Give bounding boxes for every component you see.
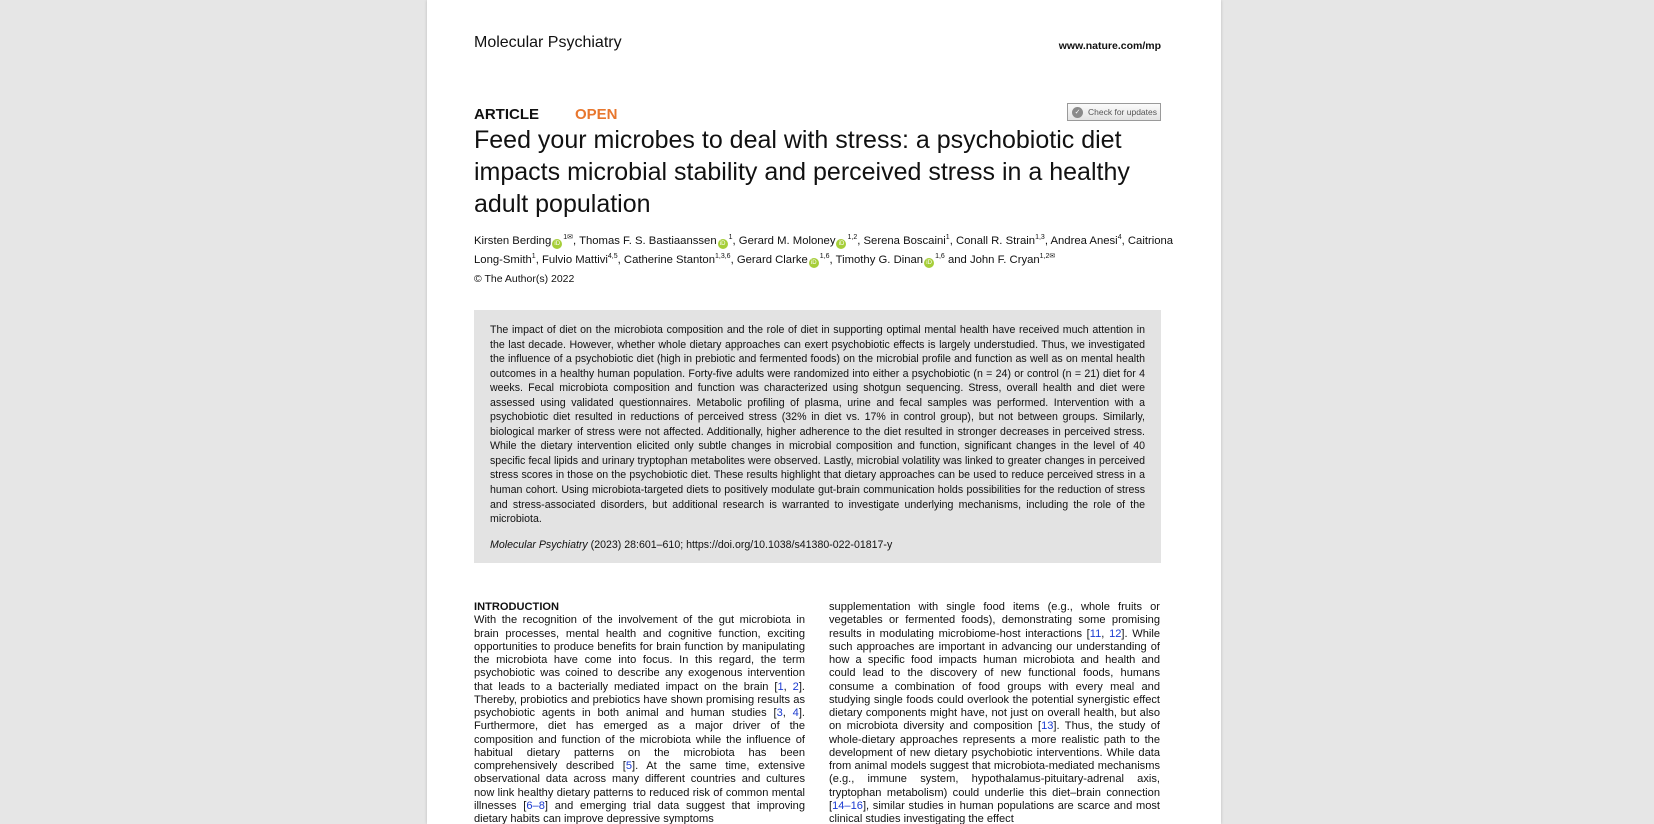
article-title: Feed your microbes to deal with stress: a psychobiotic diet impacts microbial stability and perceived stress in a healthy adult population [474, 126, 1130, 218]
orcid-icon[interactable]: iD [924, 258, 934, 268]
author[interactable] [474, 235, 573, 247]
affiliation-marker: 1,3,6 [714, 252, 731, 260]
reference-link[interactable]: 13 [1041, 720, 1054, 733]
orcid-icon[interactable]: iD [552, 239, 562, 249]
author[interactable] [956, 235, 1045, 247]
article-type: ARTICLE [474, 106, 539, 123]
reference-link[interactable]: 6–8 [526, 799, 545, 812]
author[interactable] [624, 254, 731, 266]
orcid-icon[interactable]: iD [809, 258, 819, 268]
affiliation-marker: 1,6 [935, 252, 945, 260]
author-name: Caitriona Long-Smith [474, 234, 1174, 266]
author-name: Catherine Stanton [623, 253, 715, 266]
author-name: Andrea Anesi [1050, 234, 1118, 247]
affiliation-marker: 4 [1117, 234, 1122, 241]
section-heading: INTRODUCTION [474, 601, 560, 613]
author-name: Fulvio Mattivi [541, 253, 608, 266]
reference-link[interactable]: 11 [1089, 627, 1102, 640]
reference-link[interactable]: 2 [792, 680, 799, 693]
reference-link[interactable]: 4 [792, 707, 799, 719]
affiliation-marker: 1,2✉ [1039, 252, 1056, 260]
orcid-icon[interactable]: iD [836, 239, 846, 249]
reference-link[interactable]: 14–16 [832, 799, 863, 812]
intro-left-column [474, 601, 805, 824]
article-page [427, 0, 1221, 824]
author[interactable] [542, 254, 618, 266]
bookmark-icon: ✓ [1072, 107, 1083, 118]
reference-link[interactable]: 5 [625, 760, 632, 772]
reference-link[interactable]: 12 [1109, 627, 1122, 640]
open-access-badge: OPEN [575, 106, 618, 123]
author[interactable] [864, 235, 950, 247]
check-for-updates-label: Check for updates [1088, 107, 1157, 117]
intro-right-text: supplementation with single food items (e.g., whole fruits or vegetables or fermented foods), demonstrating some promising results in modulating microbiome-host interactions [11, 12]. While such approaches are important in advancing our understanding of how a specific food impacts human microbiota and health and could lead to the discovery of new functional foods, humans consume a combination of food groups with every meal and studying single foods could overlook the potential synergistic effect dietary components might have, not just on overall health, but also on microbiota diversity and composition [13]. Thus, the study of whole-dietary approaches represents a more realistic path to the development of new dietary psychobiotic interventions. While data from animal models suggest that microbiota-mediated mechanisms (e.g., immune system, hypothalamus-pituitary-adrenal axis, tryptophan metabolism) could underlie this diet–brain connection [14–16], similar studies in human populations are scarce and most clinical studies investigating the effect [829, 601, 1160, 824]
author[interactable] [970, 254, 1055, 266]
author-name: John F. Cryan [969, 253, 1040, 266]
author[interactable] [836, 254, 945, 266]
reference-link[interactable]: 3 [776, 707, 783, 719]
author-name: Kirsten Berding [474, 234, 552, 247]
orcid-icon[interactable]: iD [718, 239, 728, 249]
affiliation-marker: 1,6 [819, 252, 830, 260]
journal-name: Molecular Psychiatry [474, 34, 622, 51]
copyright-notice: © The Author(s) 2022 [474, 273, 575, 285]
author-list: Kirsten Berding $iD^{1✉}$, Thomas F. S. Bastiaanssen $iD^1$, Gerard M. Moloney iD$^{1,2}$, Serena Boscaini$^1$, Conall R. Strain$^{1,3}$, Andrea Anesi$^4$, Caitriona Long-Smith$^1$, Fulvio Mattivi$^{4,5}$, Catherine Stanton$^{1,3,6}$, Gerard Clarke iD$^{1,6}$, Timothy G. Dinan iD$^{1,6}$ and John F. Cryan$^{1,2✉}$ [474, 234, 1174, 266]
journal-site-link[interactable]: www.nature.com/mp [1058, 40, 1161, 52]
author-name: Serena Boscaini [863, 234, 946, 247]
affiliation-marker: 1 [945, 234, 950, 241]
affiliation-marker: 1✉ [563, 234, 574, 241]
affiliation-marker: 1,3 [1035, 234, 1045, 241]
article-type-row [474, 106, 618, 123]
affiliation-marker: 1,2 [847, 234, 858, 241]
citation-journal: Molecular Psychiatry [490, 538, 588, 551]
author-name: Thomas F. S. Bastiaanssen [579, 234, 717, 247]
author[interactable] [579, 235, 732, 247]
affiliation-marker: 4,5 [607, 252, 618, 260]
intro-left-text: With the recognition of the involvement of the gut microbiota in brain processes, mental health and cognitive function, exciting opportunities to produce benefits for brain function by manipulating the microbiota have come into focus. In this regard, the term psychobiotic was coined to describe any exogenous intervention that leads to a bacterially mediated impact on the brain [1, 2]. Thereby, probiotics and prebiotics have shown promising results as psychobiotic agents in both animal and human studies [3, 4]. Furthermore, diet has emerged as a major driver of the composition and function of the microbiota while the influence of habitual dietary patterns on the microbiota has been comprehensively described [5]. At the same time, extensive observational data across many different countries and cultures now link healthy dietary patterns to reduced risk of common mental illnesses [6–8] and emerging trial data suggest that improving dietary habits can improve depressive symptoms [474, 614, 805, 824]
author-name: Conall R. Strain [955, 234, 1036, 247]
author[interactable] [739, 235, 857, 247]
affiliation-marker: 1 [728, 234, 733, 241]
author-name: Gerard Clarke [736, 253, 808, 266]
author-name: Gerard M. Moloney [738, 234, 836, 247]
author[interactable] [1050, 235, 1121, 247]
author-name: Timothy G. Dinan [835, 253, 924, 266]
abstract-text: The impact of diet on the microbiota composition and the role of diet in supporting optimal mental health have received much attention in the last decade. However, whether whole dietary approaches can exert psychobiotic effects is largely understudied. Thus, we investigated the influence of a psychobiotic diet (high in prebiotic and fermented foods) on the microbial profile and function as well as on mental health outcomes in a healthy human population. Forty-five adults were randomized into either a psychobiotic (n = 24) or control (n = 21) diet for 4 weeks. Fecal microbiota composition and function was characterized using shotgun sequencing. Stress, overall health and diet were assessed using validated questionnaires. Metabolic profiling of plasma, urine and fecal samples was performed. Intervention with a psychobiotic diet resulted in reductions of perceived stress (32% in diet vs. 17% in control group), but not between groups. Similarly, biological marker of stress were not affected. Additionally, higher adherence to the diet resulted in stronger decreases in perceived stress. While the dietary intervention elicited only subtle changes in microbial composition and function, significant changes in the level of 40 specific fecal lipids and urinary tryptophan metabolites were observed. Lastly, microbial volatility was linked to greater changes in perceived stress scores in those on the psychobiotic diet. These results highlight that dietary approaches can be used to reduce perceived stress in a human cohort. Using microbiota-targeted diets to positively modulate gut-brain communication holds possibilities for the reduction of stress and stress-associated disorders, but additional research is warranted to investigate underlying mechanisms, including the role of the microbiota. [490, 324, 1145, 526]
citation-line [490, 539, 1145, 551]
abstract-box [474, 310, 1161, 563]
check-for-updates-button[interactable] [1067, 103, 1161, 121]
citation-details: (2023) 28:601–610; https://doi.org/10.1038/s41380-022-01817-y [587, 538, 893, 551]
reference-link[interactable]: 1 [777, 680, 784, 693]
author[interactable] [737, 254, 830, 266]
intro-right-column [829, 601, 1160, 824]
affiliation-marker: 1 [531, 252, 536, 260]
